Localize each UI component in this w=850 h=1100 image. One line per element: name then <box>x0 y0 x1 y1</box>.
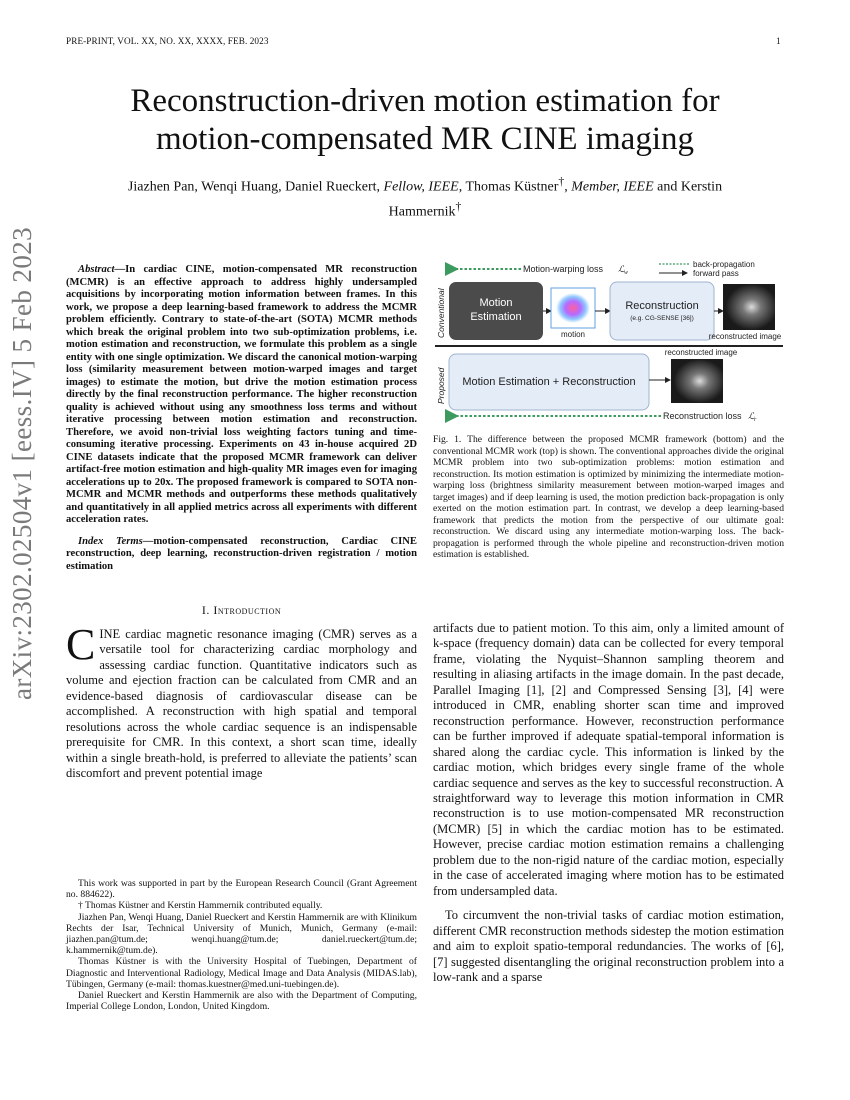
recon-image-top-label: reconstructed image <box>708 332 782 341</box>
authors-member: Member, IEEE <box>571 179 654 195</box>
motion-warping-loss-label: Motion-warping loss <box>523 264 604 274</box>
reconstruction-loss-label: Reconstruction loss <box>663 411 742 421</box>
authors-part-1: Jiazhen Pan, Wenqi Huang, Daniel Rueckert, <box>127 179 381 195</box>
authors-dagger-2: † <box>455 199 462 213</box>
authors-part-2: , Thomas Küstner <box>458 179 559 195</box>
intro-paragraph-1 <box>66 620 417 782</box>
motion-estimation-line-1: Motion <box>479 297 513 309</box>
drop-cap: C <box>66 620 96 669</box>
loss-w-symbol: ℒ <box>618 264 625 274</box>
running-header: PRE-PRINT, VOL. XX, NO. XX, XXXX, FEB. 2023 <box>66 36 269 46</box>
index-terms <box>66 536 417 574</box>
arxiv-stamp: arXiv:2302.02504v1 [eess.IV] 5 Feb 2023 <box>7 226 37 700</box>
title-line-1: Reconstruction-driven motion estimation for <box>130 83 720 119</box>
figure-caption <box>433 434 784 561</box>
intro-p1-left: INE cardiac magnetic resonance imaging (CMR) serves as a versatile tool for characterizing cardiac morphology and assessing cardiac function. Quantitative indicators such as volume and ejection fraction can be calculated from CMR and an evidence-based diagnosis of cardiovascular disease can be accomplished. A reconstruction with high spatial and temporal resolutions across the whole cardiac sequence is an indispensable prerequisite for CMR. In this context, a short scan time, ideally within a single breath-hold, is preferred to alleviate the patients’ scan discomfort and prevent potential image <box>66 627 417 781</box>
label-proposed: Proposed <box>436 367 446 404</box>
motion-label: motion <box>560 330 586 339</box>
left-column <box>66 264 417 782</box>
footnote: Daniel Rueckert and Kerstin Hammernik are also with the Department of Computing, Imperial College London, London, United Kingdom. <box>66 990 417 1013</box>
recon-image-bottom-label: reconstructed image <box>664 348 738 357</box>
recon-image-top <box>723 284 775 330</box>
figure-caption-label: Fig. 1. <box>433 434 462 445</box>
figure-caption-text: The difference between the proposed MCMR framework (bottom) and the conventional MCMR work (top) is shown. The conventional approaches divide the original MCMR problem into two sub-optimization problems: motion estimation and reconstruction. Its motion estimation is optimized by minimizing the intermediate motion-warping loss (brightness similarity measurement between motion-warped images and target images) and if deep learning is used, the motion prediction back-propagation is only exerted on the motion estimation part. In contrast, we develop a deep learning-based framework that predicts the motion from the perspective of our ultimate goal: reconstruction. We discard using any intermediate motion-warping loss. The back-propagation is performed through the whole pipeline and reconstruction-driven motion estimation is established. <box>433 434 784 560</box>
index-terms-dash: — <box>142 535 154 547</box>
intro-p1-continued: artifacts due to patient motion. To this aim, only a limited amount of k-space (frequency domain) data can be collected for every temporal frame, violating the Nyquist–Shannon sampling theorem and resulting in aliasing artifacts in the image domain. In the past decade, Parallel Imaging [1], [2] and Compressed Sensing [3], [4] were introduced in CMR, enabling shorter scan time and improved reconstruction performance. However, reconstruction performance can be further improved if adequate spatial-temporal information is shared along the cardiac cycle. This information is linked by the cardiac motion, which bridges every single frame of the whole cardiac sequence and serves as the key to successful reconstruction. A straightforward way to leverage this motion information in CMR reconstruction is to use motion-compensated MR reconstruction (MCMR) [5] in which the cardiac motion has to be estimated. However, precise cardiac motion estimation remains a challenging problem due to the non-rigid nature of the cardiac motion, especially in the case of accelerated imaging where motion has to be estimated from undersampled data. <box>433 621 784 898</box>
authors-dagger-1: † <box>558 175 565 188</box>
section-number: I. <box>201 603 214 617</box>
author-list: Jiazhen Pan, Wenqi Huang, Daniel Rueckert, Fellow, IEEE, Thomas Küstner†, Member, IEEE and Kerstin Hammernik† <box>127 175 723 220</box>
abstract-dash: — <box>114 264 126 275</box>
paper-title <box>66 82 784 158</box>
reconstruction-sub-label: (e.g. CG-SENSE [36]) <box>630 315 694 322</box>
proposed-box-label: Motion Estimation + Reconstruction <box>462 376 636 388</box>
right-column-text <box>433 621 784 985</box>
page-number: 1 <box>776 36 781 46</box>
abstract-text: In cardiac CINE, motion-compensated MR reconstruction (MCMR) is an effective approach to address highly undersampled acquisitions by incorporating motion information between frames. In this work, we propose a deep learning-based framework to address the MCMR problem efficiently. Contrary to state-of-the-art (SOTA) MCMR methods which break the original problem into two sub-optimization problems, i.e. motion estimation and reconstruction, we formulate this problem as a single entity with one single optimization. We discard the canonical motion-warping loss (similarity measurement between motion-warped images and target images) to estimate the motion, but drive the motion estimation process directly by the final reconstruction performance. The higher reconstruction quality is achieved without using any smoothness loss terms and without iterative processing between motion estimation and reconstruction. Therefore, we avoid non-trivial loss weighting factors tuning and time-consuming iterative processing. Experiments on 43 in-house acquired 2D CINE datasets indicate that the proposed MCMR framework can deliver artifact-free motion estimation and high-quality MR images even for imaging accelerations up to 20x. The proposed framework is compared to SOTA non-MCMR and MCMR methods and outperforms these methods qualitatively and quantitatively in all applied metrics across all experiments with different acceleration rates. <box>66 264 417 525</box>
authors-part-3: and Kerstin Hammernik <box>388 179 723 220</box>
title-line-2: motion-compensated MR CINE imaging <box>155 121 694 157</box>
footnote: † Thomas Küstner and Kerstin Hammernik contributed equally. <box>78 900 323 912</box>
abstract-label: Abstract <box>78 264 115 275</box>
legend-backprop-label: back-propagation <box>693 260 755 269</box>
section-heading <box>66 603 417 618</box>
index-terms-label: Index Terms <box>78 535 143 547</box>
abstract <box>66 264 417 527</box>
figure-diagram <box>433 256 785 428</box>
footnote: This work was supported in part by the European Research Council (Grant Agreement no. 884622). <box>66 878 417 901</box>
motion-field-blob <box>556 293 590 323</box>
footnote: Thomas Küstner is with the University Hospital of Tuebingen, Department of Diagnostic and Interventional Radiology, Medical Image and Data Analysis (MIDAS.lab), Tübingen, Germany (e-mail: thomas.kuestner@med.uni-tuebingen.de). <box>66 956 417 990</box>
intro-paragraph-2: To circumvent the non-trivial tasks of cardiac motion estimation, different CMR reconstruction methods sidestep the motion estimation and aim to exploit spatio-temporal redundancies. The works of [6], [7] suggested disentangling the original reconstruction problem into a low-rank and a sparse <box>433 908 784 984</box>
index-terms-text: motion-compensated reconstruction, Cardiac CINE reconstruction, deep learning, reconstruction-driven registration / motion estimation <box>66 535 417 572</box>
recon-image-bottom <box>671 359 723 403</box>
motion-estimation-line-2: Estimation <box>470 311 522 323</box>
legend-forward-label: forward pass <box>693 269 739 278</box>
footnote: Jiazhen Pan, Wenqi Huang, Daniel Rueckert and Kerstin Hammernik are with Klinikum Rechts der Isar, Technical University of Munich, Munich, Germany (e-mail: jiazhen.pan@tum.de; wenqi.huang@tum.de; daniel.rueckert@tum.de; k.hammernik@tum.de). <box>66 911 417 957</box>
loss-w-sub: w <box>624 270 629 276</box>
reconstruction-label: Reconstruction <box>625 300 699 312</box>
label-conventional: Conventional <box>436 288 446 338</box>
loss-r-symbol: ℒ <box>748 411 755 421</box>
footnotes <box>66 878 417 1012</box>
figure-1 <box>433 256 785 428</box>
section-title: Introduction <box>213 603 282 617</box>
authors-fellow: Fellow, IEEE <box>383 179 459 195</box>
loss-r-sub: r <box>754 417 757 423</box>
